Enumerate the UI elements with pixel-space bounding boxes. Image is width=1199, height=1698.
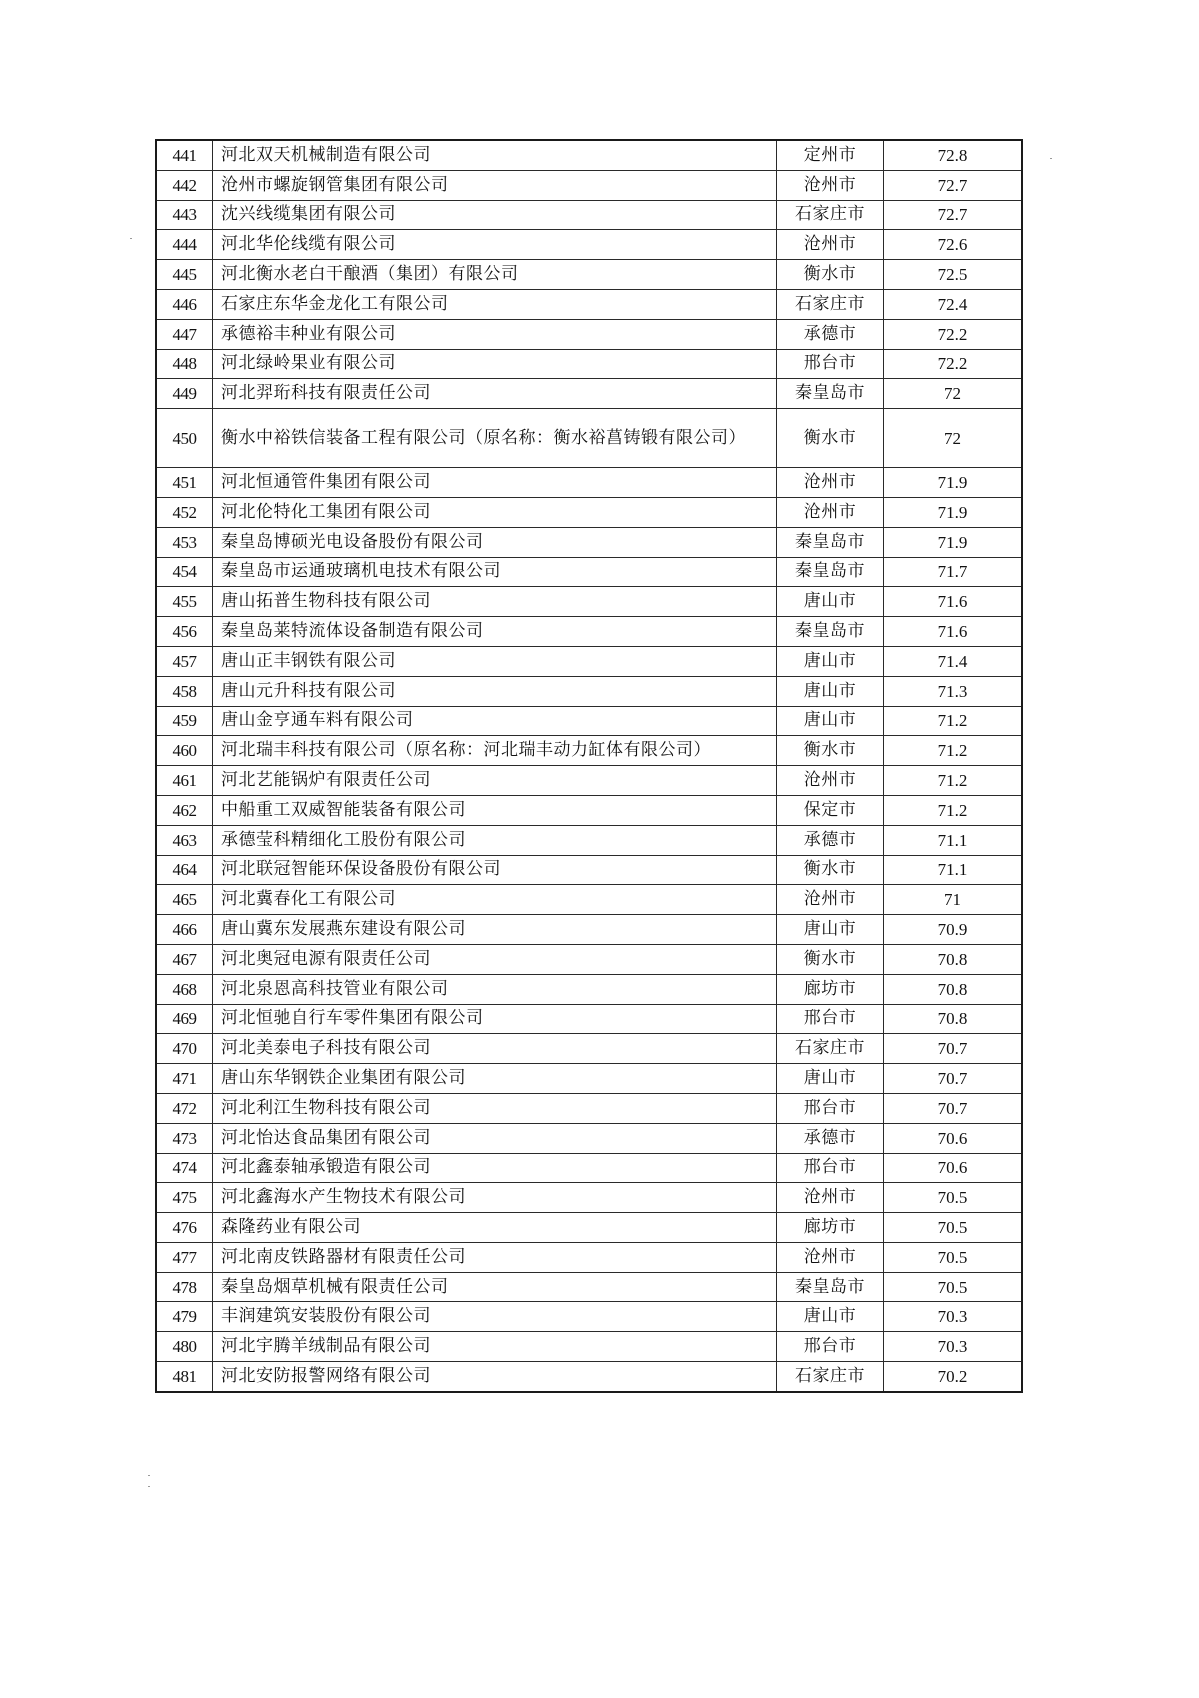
row-number-cell: 465 — [156, 885, 213, 915]
table-row — [156, 915, 1022, 945]
table-row — [156, 319, 1022, 349]
score-cell: 70.8 — [884, 974, 1023, 1004]
city-cell: 沧州市 — [777, 497, 884, 527]
table-row — [156, 557, 1022, 587]
score-cell: 71.4 — [884, 646, 1023, 676]
table-row — [156, 1302, 1022, 1332]
table-row — [156, 170, 1022, 200]
row-number-cell: 472 — [156, 1093, 213, 1123]
company-name-cell: 河北恒驰自行车零件集团有限公司 — [213, 1004, 777, 1034]
enterprise-list-table-wrapper — [155, 139, 1008, 1393]
company-name-cell: 河北瑞丰科技有限公司（原名称：河北瑞丰动力缸体有限公司） — [213, 736, 777, 766]
table-row — [156, 587, 1022, 617]
company-name-cell: 河北联冠智能环保设备股份有限公司 — [213, 855, 777, 885]
city-cell: 沧州市 — [777, 766, 884, 796]
table-row — [156, 944, 1022, 974]
company-name-cell: 河北羿珩科技有限责任公司 — [213, 379, 777, 409]
row-number-cell: 470 — [156, 1034, 213, 1064]
table-row — [156, 974, 1022, 1004]
company-name-cell: 河北双天机械制造有限公司 — [213, 140, 777, 170]
table-row — [156, 200, 1022, 230]
table-row — [156, 736, 1022, 766]
score-cell: 70.6 — [884, 1153, 1023, 1183]
city-cell: 唐山市 — [777, 1064, 884, 1094]
table-body — [156, 140, 1022, 1392]
score-cell: 71.1 — [884, 855, 1023, 885]
score-cell: 71.2 — [884, 795, 1023, 825]
company-name-cell: 承德裕丰种业有限公司 — [213, 319, 777, 349]
city-cell: 沧州市 — [777, 230, 884, 260]
company-name-cell: 河北宇腾羊绒制品有限公司 — [213, 1332, 777, 1362]
company-name-cell: 河北华伦线缆有限公司 — [213, 230, 777, 260]
city-cell: 承德市 — [777, 1123, 884, 1153]
city-cell: 邢台市 — [777, 1093, 884, 1123]
score-cell: 71 — [884, 885, 1023, 915]
table-row — [156, 230, 1022, 260]
city-cell: 秦皇岛市 — [777, 1272, 884, 1302]
company-name-cell: 秦皇岛烟草机械有限责任公司 — [213, 1272, 777, 1302]
city-cell: 唐山市 — [777, 676, 884, 706]
score-cell: 72.2 — [884, 349, 1023, 379]
row-number-cell: 474 — [156, 1153, 213, 1183]
city-cell: 石家庄市 — [777, 1034, 884, 1064]
city-cell: 衡水市 — [777, 855, 884, 885]
table-row — [156, 1093, 1022, 1123]
score-cell: 70.5 — [884, 1272, 1023, 1302]
company-name-cell: 河北绿岭果业有限公司 — [213, 349, 777, 379]
company-name-cell: 衡水中裕铁信装备工程有限公司（原名称：衡水裕菖铸锻有限公司） — [213, 409, 777, 468]
table-row — [156, 1213, 1022, 1243]
city-cell: 承德市 — [777, 319, 884, 349]
table-row — [156, 885, 1022, 915]
score-cell: 71.3 — [884, 676, 1023, 706]
city-cell: 唐山市 — [777, 915, 884, 945]
city-cell: 沧州市 — [777, 885, 884, 915]
row-number-cell: 456 — [156, 617, 213, 647]
table-row — [156, 527, 1022, 557]
row-number-cell: 459 — [156, 706, 213, 736]
score-cell: 72.2 — [884, 319, 1023, 349]
company-name-cell: 河北伦特化工集团有限公司 — [213, 497, 777, 527]
city-cell: 石家庄市 — [777, 289, 884, 319]
table-row — [156, 1242, 1022, 1272]
score-cell: 70.7 — [884, 1034, 1023, 1064]
city-cell: 衡水市 — [777, 260, 884, 290]
score-cell: 71.2 — [884, 736, 1023, 766]
score-cell: 71.2 — [884, 766, 1023, 796]
row-number-cell: 475 — [156, 1183, 213, 1213]
score-cell: 70.6 — [884, 1123, 1023, 1153]
row-number-cell: 462 — [156, 795, 213, 825]
row-number-cell: 458 — [156, 676, 213, 706]
row-number-cell: 479 — [156, 1302, 213, 1332]
table-row — [156, 646, 1022, 676]
city-cell: 沧州市 — [777, 170, 884, 200]
city-cell: 衡水市 — [777, 944, 884, 974]
city-cell: 唐山市 — [777, 646, 884, 676]
row-number-cell: 447 — [156, 319, 213, 349]
table-row — [156, 140, 1022, 170]
city-cell: 石家庄市 — [777, 1362, 884, 1392]
table-row — [156, 260, 1022, 290]
city-cell: 秦皇岛市 — [777, 617, 884, 647]
table-row — [156, 617, 1022, 647]
row-number-cell: 449 — [156, 379, 213, 409]
score-cell: 72 — [884, 409, 1023, 468]
score-cell: 71.2 — [884, 706, 1023, 736]
row-number-cell: 454 — [156, 557, 213, 587]
company-name-cell: 河北泉恩高科技管业有限公司 — [213, 974, 777, 1004]
company-name-cell: 秦皇岛博硕光电设备股份有限公司 — [213, 527, 777, 557]
city-cell: 沧州市 — [777, 468, 884, 498]
score-cell: 71.6 — [884, 587, 1023, 617]
table-row — [156, 289, 1022, 319]
score-cell: 70.5 — [884, 1213, 1023, 1243]
enterprise-list-table — [155, 139, 1023, 1393]
city-cell: 邢台市 — [777, 1004, 884, 1034]
company-name-cell: 河北恒通管件集团有限公司 — [213, 468, 777, 498]
score-cell: 70.7 — [884, 1064, 1023, 1094]
company-name-cell: 河北奥冠电源有限责任公司 — [213, 944, 777, 974]
company-name-cell: 沧州市螺旋钢管集团有限公司 — [213, 170, 777, 200]
company-name-cell: 河北鑫海水产生物技术有限公司 — [213, 1183, 777, 1213]
city-cell: 沧州市 — [777, 1242, 884, 1272]
table-row — [156, 409, 1022, 468]
company-name-cell: 河北南皮铁路器材有限责任公司 — [213, 1242, 777, 1272]
table-row — [156, 855, 1022, 885]
city-cell: 衡水市 — [777, 409, 884, 468]
row-number-cell: 452 — [156, 497, 213, 527]
score-cell: 70.5 — [884, 1242, 1023, 1272]
city-cell: 唐山市 — [777, 1302, 884, 1332]
city-cell: 秦皇岛市 — [777, 379, 884, 409]
city-cell: 邢台市 — [777, 349, 884, 379]
row-number-cell: 481 — [156, 1362, 213, 1392]
city-cell: 邢台市 — [777, 1332, 884, 1362]
score-cell: 70.9 — [884, 915, 1023, 945]
company-name-cell: 河北利江生物科技有限公司 — [213, 1093, 777, 1123]
table-row — [156, 1272, 1022, 1302]
scan-speck — [148, 1475, 150, 1476]
city-cell: 保定市 — [777, 795, 884, 825]
row-number-cell: 453 — [156, 527, 213, 557]
score-cell: 71.7 — [884, 557, 1023, 587]
table-row — [156, 379, 1022, 409]
score-cell: 70.8 — [884, 944, 1023, 974]
city-cell: 廊坊市 — [777, 1213, 884, 1243]
row-number-cell: 441 — [156, 140, 213, 170]
city-cell: 廊坊市 — [777, 974, 884, 1004]
score-cell: 72 — [884, 379, 1023, 409]
row-number-cell: 451 — [156, 468, 213, 498]
company-name-cell: 河北安防报警网络有限公司 — [213, 1362, 777, 1392]
city-cell: 秦皇岛市 — [777, 527, 884, 557]
table-row — [156, 1183, 1022, 1213]
score-cell: 72.4 — [884, 289, 1023, 319]
table-row — [156, 349, 1022, 379]
company-name-cell: 唐山正丰钢铁有限公司 — [213, 646, 777, 676]
company-name-cell: 唐山东华钢铁企业集团有限公司 — [213, 1064, 777, 1094]
table-row — [156, 1123, 1022, 1153]
score-cell: 70.3 — [884, 1302, 1023, 1332]
company-name-cell: 森隆药业有限公司 — [213, 1213, 777, 1243]
city-cell: 定州市 — [777, 140, 884, 170]
score-cell: 72.5 — [884, 260, 1023, 290]
company-name-cell: 秦皇岛莱特流体设备制造有限公司 — [213, 617, 777, 647]
score-cell: 71.9 — [884, 468, 1023, 498]
score-cell: 70.7 — [884, 1093, 1023, 1123]
table-row — [156, 1362, 1022, 1392]
row-number-cell: 468 — [156, 974, 213, 1004]
row-number-cell: 457 — [156, 646, 213, 676]
row-number-cell: 469 — [156, 1004, 213, 1034]
city-cell: 沧州市 — [777, 1183, 884, 1213]
table-row — [156, 1064, 1022, 1094]
company-name-cell: 中船重工双威智能装备有限公司 — [213, 795, 777, 825]
row-number-cell: 480 — [156, 1332, 213, 1362]
company-name-cell: 沈兴线缆集团有限公司 — [213, 200, 777, 230]
row-number-cell: 448 — [156, 349, 213, 379]
city-cell: 承德市 — [777, 825, 884, 855]
table-row — [156, 1004, 1022, 1034]
row-number-cell: 467 — [156, 944, 213, 974]
row-number-cell: 463 — [156, 825, 213, 855]
scan-speck — [148, 1486, 150, 1487]
row-number-cell: 478 — [156, 1272, 213, 1302]
score-cell: 71.9 — [884, 497, 1023, 527]
table-row — [156, 676, 1022, 706]
score-cell: 72.8 — [884, 140, 1023, 170]
row-number-cell: 443 — [156, 200, 213, 230]
table-row — [156, 1153, 1022, 1183]
row-number-cell: 471 — [156, 1064, 213, 1094]
company-name-cell: 河北艺能锅炉有限责任公司 — [213, 766, 777, 796]
city-cell: 唐山市 — [777, 587, 884, 617]
row-number-cell: 445 — [156, 260, 213, 290]
company-name-cell: 河北美泰电子科技有限公司 — [213, 1034, 777, 1064]
score-cell: 72.6 — [884, 230, 1023, 260]
company-name-cell: 秦皇岛市运通玻璃机电技术有限公司 — [213, 557, 777, 587]
row-number-cell: 464 — [156, 855, 213, 885]
table-row — [156, 1034, 1022, 1064]
score-cell: 71.6 — [884, 617, 1023, 647]
score-cell: 70.5 — [884, 1183, 1023, 1213]
city-cell: 衡水市 — [777, 736, 884, 766]
company-name-cell: 河北冀春化工有限公司 — [213, 885, 777, 915]
row-number-cell: 477 — [156, 1242, 213, 1272]
table-row — [156, 706, 1022, 736]
city-cell: 秦皇岛市 — [777, 557, 884, 587]
table-row — [156, 825, 1022, 855]
score-cell: 70.2 — [884, 1362, 1023, 1392]
company-name-cell: 唐山元升科技有限公司 — [213, 676, 777, 706]
company-name-cell: 河北怡达食品集团有限公司 — [213, 1123, 777, 1153]
row-number-cell: 446 — [156, 289, 213, 319]
row-number-cell: 473 — [156, 1123, 213, 1153]
table-row — [156, 468, 1022, 498]
company-name-cell: 唐山冀东发展燕东建设有限公司 — [213, 915, 777, 945]
city-cell: 邢台市 — [777, 1153, 884, 1183]
score-cell: 70.3 — [884, 1332, 1023, 1362]
company-name-cell: 承德莹科精细化工股份有限公司 — [213, 825, 777, 855]
score-cell: 71.9 — [884, 527, 1023, 557]
row-number-cell: 476 — [156, 1213, 213, 1243]
company-name-cell: 河北衡水老白干酿酒（集团）有限公司 — [213, 260, 777, 290]
row-number-cell: 461 — [156, 766, 213, 796]
row-number-cell: 450 — [156, 409, 213, 468]
scan-speck — [130, 238, 132, 239]
row-number-cell: 460 — [156, 736, 213, 766]
score-cell: 72.7 — [884, 170, 1023, 200]
table-row — [156, 497, 1022, 527]
table-row — [156, 766, 1022, 796]
score-cell: 71.1 — [884, 825, 1023, 855]
row-number-cell: 444 — [156, 230, 213, 260]
city-cell: 唐山市 — [777, 706, 884, 736]
row-number-cell: 455 — [156, 587, 213, 617]
company-name-cell: 唐山金亨通车料有限公司 — [213, 706, 777, 736]
score-cell: 70.8 — [884, 1004, 1023, 1034]
company-name-cell: 石家庄东华金龙化工有限公司 — [213, 289, 777, 319]
row-number-cell: 442 — [156, 170, 213, 200]
score-cell: 72.7 — [884, 200, 1023, 230]
city-cell: 石家庄市 — [777, 200, 884, 230]
company-name-cell: 唐山拓普生物科技有限公司 — [213, 587, 777, 617]
table-row — [156, 795, 1022, 825]
company-name-cell: 河北鑫泰轴承锻造有限公司 — [213, 1153, 777, 1183]
company-name-cell: 丰润建筑安装股份有限公司 — [213, 1302, 777, 1332]
table-row — [156, 1332, 1022, 1362]
row-number-cell: 466 — [156, 915, 213, 945]
scan-speck — [1050, 158, 1052, 159]
